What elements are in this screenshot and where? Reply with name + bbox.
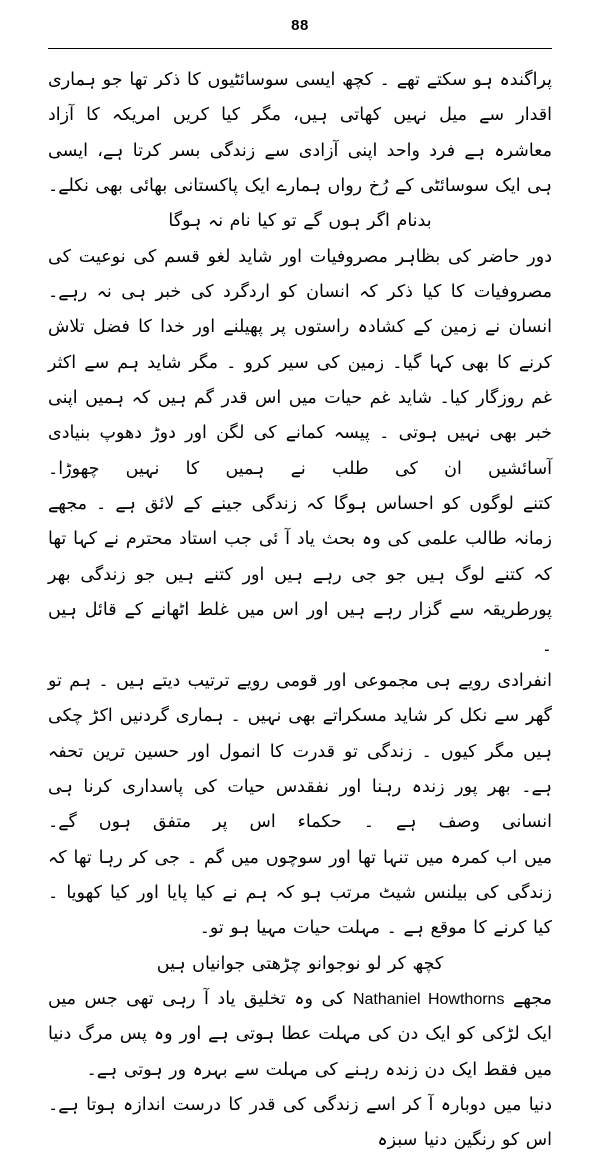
centered-verse-1: بدنام اگر ہوں گے تو کیا نام نہ ہوگا	[168, 211, 432, 232]
author-name-latin: Nathaniel Howthorns	[352, 990, 505, 1008]
paragraph-6-after: کی وہ تخلیق یاد آ رہی تھی جس میں ایک لڑکی کو ایک دن کی مہلت عطا ہوتی ہے اور وہ پس مرگ دنیا میں فقط ایک دن زندہ رہنے کی مہلت سے بہرہ ور ہوتی ہے۔	[48, 988, 552, 1080]
page-number: 88	[291, 17, 309, 34]
paragraph-6-before: مجھے	[504, 988, 552, 1009]
document-body	[48, 49, 552, 1159]
paragraph-2: دور حاضر کی بظاہر مصروفیات اور شاید لغو قسم کی نوعیت کی مصروفیات کا کیا ذکر کہ انسان کو اردگرد کی خبر ہی نہ رہے۔ انسان نے زمین کے کشادہ راستوں پر پھیلنے اور خدا کا فضل تلاش کرنے کا بھی کہا گیا۔ زمین کی سیر کرو ۔ مگر شاید ہم سے اکثر غم روزگار کیا۔ شاید غم حیات میں اس قدر گم ہیں کہ ہمیں اپنی خبر بھی نہیں ہوتی ۔ پیسہ کمانے کی لگن اور دوڑ دھوپ بنیادی آسائشیں ان کی طلب نے ہمیں کا نہیں چھوڑا۔	[48, 246, 552, 479]
paragraph-1: پراگندہ ہو سکتے تھے ۔ کچھ ایسی سوسائٹیوں کا ذکر تھا جو ہماری اقدار سے میل نہیں کھاتی ہیں، مگر کیا کریں امریکہ کا آزاد معاشرہ ہے فرد واحد اپنی آزادی سے زندگی بسر کرتا ہے، ایسی ہی ایک سوسائٹی کے رُخ رواں ہمارے ایک پاکستانی بھائی بھی نکلے۔	[48, 70, 552, 197]
paragraph-6	[48, 982, 552, 1088]
paragraph-7: دنیا میں دوبارہ آ کر اسے زندگی کی قدر کا درست اندازہ ہوتا ہے۔ اس کو رنگین دنیا سبزہ	[48, 1094, 552, 1151]
centered-verse-2: کچھ کر لو نوجوانو چڑھتی جوانیاں ہیں	[156, 953, 444, 974]
paragraph-5: میں اب کمرہ میں تنہا تھا اور سوچوں میں گم ۔ جی کر رہا تھا کہ زندگی کی بیلنس شیٹ مرتب ہو کہ ہم نے کیا پایا اور کیا کھویا ۔ کیا کرنے کا موقع ہے ۔ مہلت حیات مہیا ہو تو۔	[48, 847, 552, 939]
paragraph-3: کتنے لوگوں کو احساس ہوگا کہ زندگی جینے کے لائق ہے ۔ مجھے زمانہ طالب علمی کی وہ بحث یاد آ ئی جب استاد محترم نے کہا تھا کہ کتنے لوگ ہیں جو جی رہے ہیں اور کتنے ہیں جو زندگی بھر پورطریقہ سے گزار رہے ہیں اور اس میں غلط اٹھانے کے قائل ہیں ۔	[48, 494, 552, 656]
paragraph-4: انفرادی رویے ہی مجموعی اور قومی رویے ترتیب دیتے ہیں ۔ ہم تو گھر سے نکل کر شاید مسکراتے بھی نہیں ۔ ہماری گردنیں اکڑ چکی ہیں مگر کیوں ۔ زندگی تو قدرت کا انمول اور حسین ترین تحفہ ہے۔ بھر پور زندہ رہنا اور نفقدس حیات کی پاسداری کرنا ہی انسانی وصف ہے ۔ حکماء اس پر متفق ہوں گے۔	[48, 670, 552, 833]
